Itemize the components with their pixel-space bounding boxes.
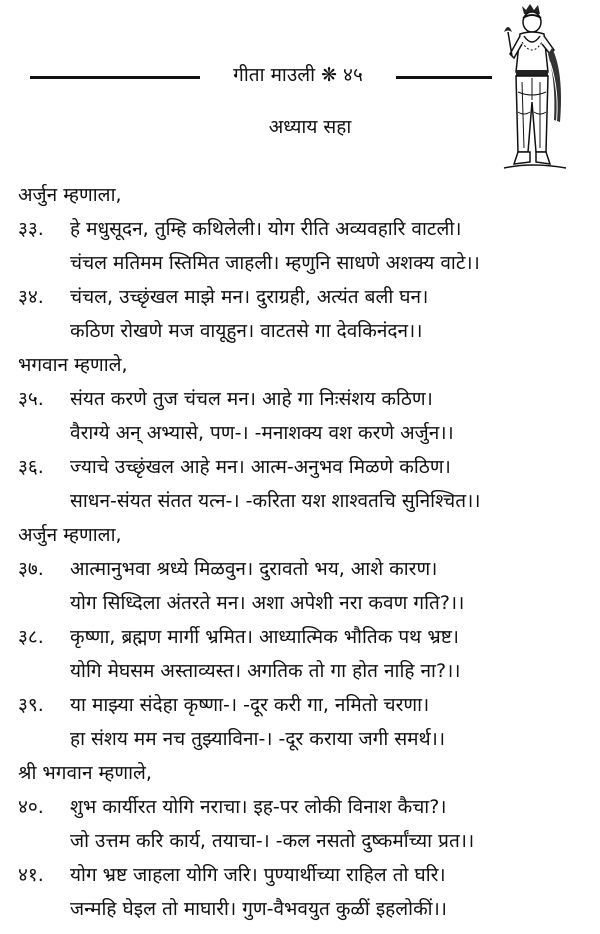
verse-number: ३६.: [18, 456, 44, 478]
header-rule-left: [30, 76, 200, 79]
verse-text: कठिण रोखणे मज वायूहुन। वाटतसे गा देवकिनंदन।।: [70, 320, 423, 342]
verse-text: योग सिध्दिला अंतरते मन। अशा अपेशी नरा कवण गति?।।: [70, 592, 465, 614]
verse-text: ज्याचे उच्छृंखल आहे मन। आत्म-अनुभव मिळणे कठिण।: [70, 456, 451, 478]
verse-line: [18, 892, 590, 926]
verse-line: [18, 450, 590, 484]
verse-line: [18, 722, 590, 756]
verse-number: ३७.: [18, 558, 44, 580]
verse-text: शुभ कार्यीरत योगि नराचा। इह-पर लोकी विनाश कैचा?।: [70, 796, 447, 818]
verse-text: जो उत्तम करि कार्य, तयाचा-। -कल नसतो दुष्कर्मांच्या प्रत।।: [70, 830, 475, 852]
verse-text: योग भ्रष्ट जाहला योगि जरि। पुण्यार्थीच्या राहिल तो घरि।: [70, 864, 446, 886]
verse-line: [18, 484, 590, 518]
verse-line: [18, 416, 590, 450]
verse-number: ४१.: [18, 864, 44, 886]
verse-line: [18, 246, 590, 280]
verse-number: ४०.: [18, 796, 44, 818]
verse-line: [18, 790, 590, 824]
verse-body: [18, 178, 590, 926]
running-head: गीता माउली ❋ ४५: [233, 64, 363, 86]
verse-line: [18, 654, 590, 688]
verse-line: [18, 280, 590, 314]
header-rule-right: [396, 76, 492, 79]
verse-text: हे मधुसूदन, तुम्हि कथिलेली। योग रीति अव्यवहारि वाटली।: [70, 218, 462, 240]
speaker-heading: भगवान म्हणाले,: [18, 354, 128, 376]
verse-text: साधन-संयत संतत यत्न-। -करिता यश शाश्वतचि सुनिश्चित।।: [70, 490, 481, 512]
verse-line: [18, 552, 590, 586]
verse-line: [18, 824, 590, 858]
verse-number: ३३.: [18, 218, 44, 240]
verse-text: जन्महि घेइल तो माघारी। गुण-वैभवयुत कुळीं इहलोकीं।।: [70, 898, 447, 920]
verse-text: संयत करणे तुज चंचल मन। आहे गा निःसंशय कठिण।: [70, 388, 433, 410]
verse-text: कृष्णा, ब्रह्मण मार्गी भ्रमित। आध्यात्मिक भौतिक पथ भ्रष्ट।: [70, 626, 459, 648]
verse-number: ३९.: [18, 694, 44, 716]
verse-text: आत्मानुभवा श्रध्ये मिळवुन। दुरावतो भय, आशे कारण।: [70, 558, 438, 580]
verse-line: [18, 314, 590, 348]
verse-text: चंचल मतिमम स्तिमित जाहली। म्हणुनि साधणे अशक्य वाटे।।: [70, 252, 480, 274]
verse-line: [18, 858, 590, 892]
krishna-figure-illustration: [490, 2, 574, 178]
verse-line: [18, 212, 590, 246]
verse-number: ३४.: [18, 286, 44, 308]
speaker-heading: अर्जुन म्हणाला,: [18, 184, 122, 206]
speaker-heading: श्री भगवान म्हणाले,: [18, 762, 152, 784]
verse-line: [18, 688, 590, 722]
verse-text: वैराग्ये अन् अभ्यासे, पण-। -मनाशक्य वश करणे अर्जुन।।: [70, 422, 454, 444]
verse-line: [18, 620, 590, 654]
verse-text: चंचल, उच्छृंखल माझे मन। दुराग्रही, अत्यंत बली घन।: [70, 286, 429, 308]
verse-text: हा संशय मम नच तुझ्याविना-। -दूर कराया जगी समर्थ।।: [70, 728, 446, 750]
verse-number: ३८.: [18, 626, 44, 648]
verse-line: [18, 382, 590, 416]
chapter-title: अध्याय सहा: [268, 116, 352, 138]
verse-line: [18, 586, 590, 620]
verse-number: ३५.: [18, 388, 44, 410]
verse-text: या माझ्या संदेहा कृष्णा-। -दूर करी गा, नमितो चरणा।: [70, 694, 430, 716]
speaker-heading: अर्जुन म्हणाला,: [18, 524, 122, 546]
verse-text: योगि मेघसम अस्ताव्यस्त। अगतिक तो गा होत नाहि ना?।।: [70, 660, 461, 682]
